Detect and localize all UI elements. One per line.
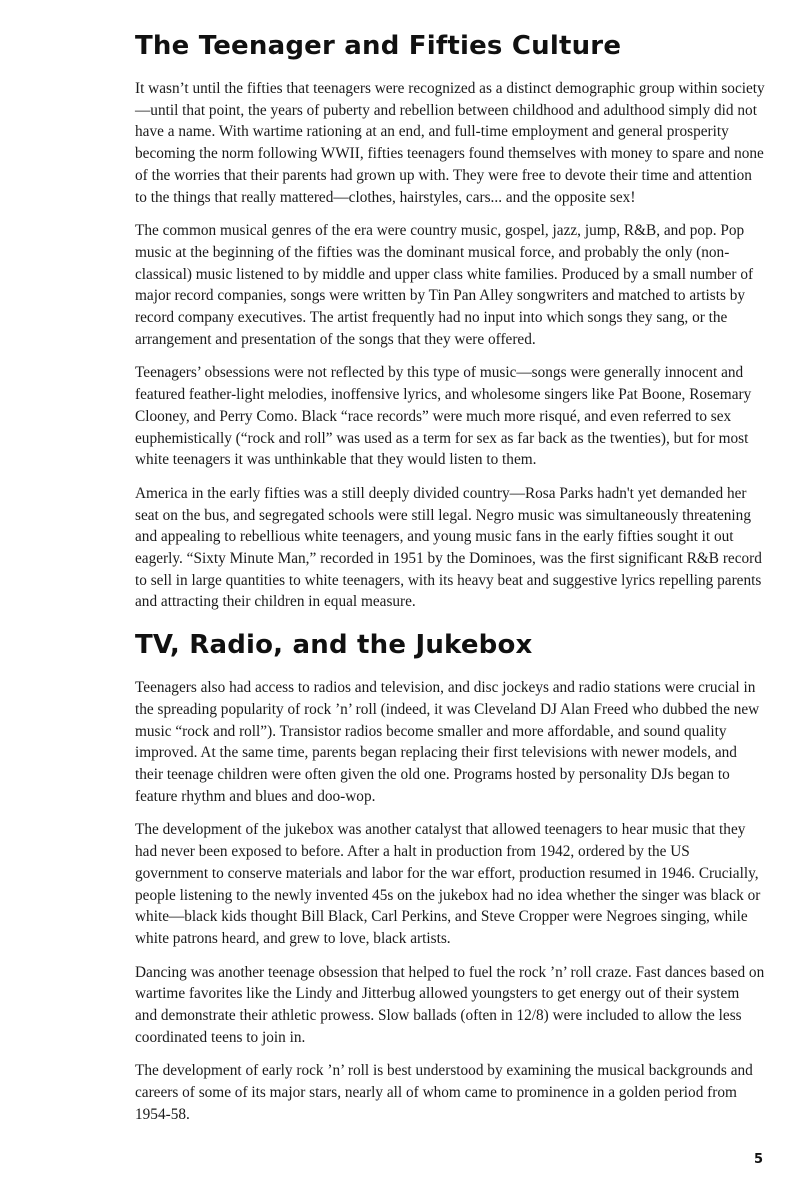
section-heading-tv-radio-jukebox: TV, Radio, and the Jukebox: [135, 630, 533, 661]
page-content: [135, 30, 765, 1138]
page-number: 5: [754, 1152, 764, 1167]
section-heading-teenager-culture: The Teenager and Fifties Culture: [135, 31, 622, 61]
paragraph: Dancing was another teenage obsession that helped to fuel the rock ’n’ roll craze. Fast dances based on wartime favorites like the Lindy and Jitterbug allowed youngsters to get energy out of their system and demonstrate their athletic prowess. Slow ballads (often in 12/8) were included to allow the less coordinated teens to join in.: [135, 963, 765, 1046]
paragraph: America in the early fifties was a still deeply divided country—Rosa Parks hadn't yet demanded her seat on the bus, and segregated schools were still legal. Negro music was simultaneously threatening and appealing to rebellious white teenagers, and young music fans in the early fifties sought it out eagerly. “Sixty Minute Man,” recorded in 1951 by the Dominoes, was the first significant R&B record to sell in large quantities to white teenagers, with its heavy beat and suggestive lyrics repelling parents and attracting their children in equal measure.: [135, 484, 762, 611]
paragraph: The development of the jukebox was another catalyst that allowed teenagers to hear music that they had never been exposed to before. After a halt in production from 1942, ordered by the US government to conserve materials and labor for the war effort, production resumed in 1946. Crucially, people listening to the newly invented 45s on the jukebox had no idea whether the singer was black or white—black kids thought Bill Black, Carl Perkins, and Steve Cropper were Negroes singing, while white patrons heard, and grew to love, black artists.: [135, 821, 761, 947]
paragraph: The development of early rock ’n’ roll is best understood by examining the musical backgrounds and careers of some of its major stars, nearly all of whom came to prominence in a golden period from 1954-58.: [135, 1062, 753, 1123]
paragraph: It wasn’t until the fifties that teenagers were recognized as a distinct demographic group within society—until that point, the years of puberty and rebellion between childhood and adulthood simply did not have a name. With wartime rationing at an end, and full-time employment and general prosperity becoming the norm following WWII, fifties teenagers found themselves with money to spare and none of the worries that their parents had grown up with. They were free to devote their time and attention to the things that really mattered—clothes, hairstyles, cars... and the opposite sex!: [135, 80, 765, 206]
paragraph: Teenagers’ obsessions were not reflected by this type of music—songs were generally innocent and featured feather-light melodies, inoffensive lyrics, and wholesome singers like Pat Boone, Rosemary Clooney, and Perry Como. Black “race records” were much more risqué, and even referred to sex euphemistically (“rock and roll” was used as a term for sex as far back as the twenties), but for most white teenagers it was unthinkable that they would listen to them.: [135, 364, 752, 469]
paragraph: The common musical genres of the era were country music, gospel, jazz, jump, R&B, and pop. Pop music at the beginning of the fifties was the dominant musical force, and probably the only (non-classical) music listened to by middle and upper class white families. Produced by a small number of major record companies, songs were written by Tin Pan Alley songwriters and matched to artists by record company executives. The artist frequently had no input into which songs they sang, or the arrangement and presentation of the songs that they were offered.: [135, 222, 754, 348]
paragraph: Teenagers also had access to radios and television, and disc jockeys and radio stations were crucial in the spreading popularity of rock ’n’ roll (indeed, it was Cleveland DJ Alan Freed who dubbed the new music “rock and roll”). Transistor radios become smaller and more affordable, and sound quality improved. At the same time, parents began replacing their first televisions with newer models, and their teenage children were often given the old one. Programs hosted by personality DJs began to feature rhythm and blues and doo-wop.: [135, 679, 760, 805]
